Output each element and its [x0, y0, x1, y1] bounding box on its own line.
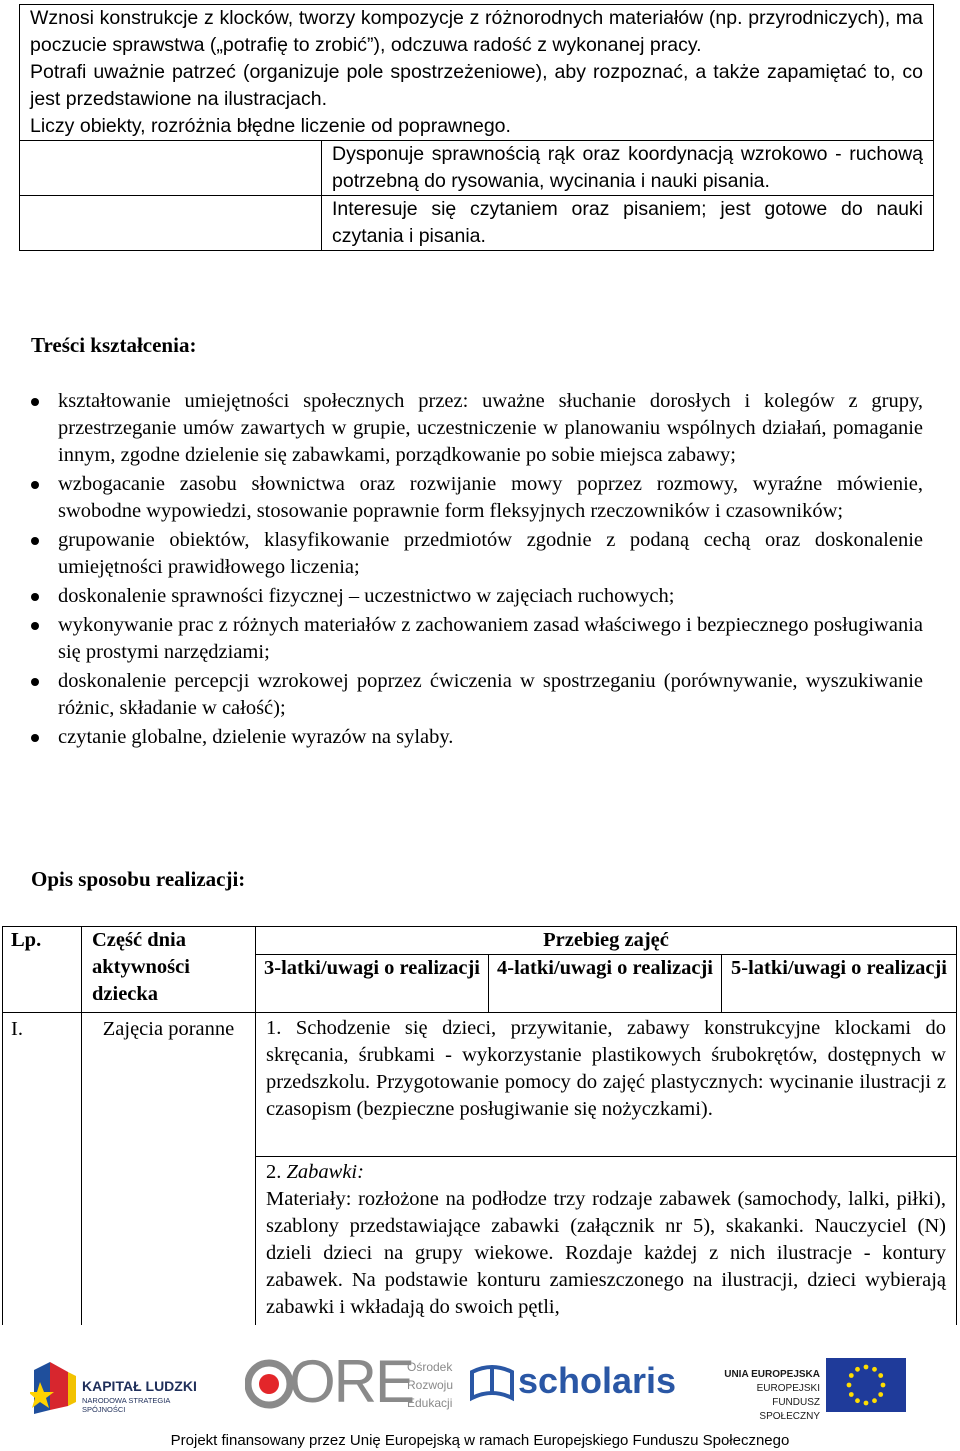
ore-letters: ORE — [289, 1348, 414, 1415]
step-2-number: 2. — [266, 1161, 282, 1183]
kapital-ludzki-emblem-icon — [30, 1358, 78, 1418]
list-item: kształtowanie umiejętności społecznych przez: uważne słuchanie dorosłych i kolegów z grupy, przestrzeganie umów zawartych w grupie, uczestniczenie w planowaniu wspólnych działań, pomaganie innym, zgodne dzielenie się zabawkami, porządkowanie po sobie miejsca zabawy; — [31, 388, 923, 469]
kapital-ludzki-logo — [30, 1358, 205, 1418]
bullet-icon — [31, 678, 39, 686]
competency-text: Interesuje się czytaniem oraz pisaniem; jest gotowe do nauki czytania i pisania. — [332, 198, 923, 247]
col-part-header: Część dnia aktywności dziecka — [82, 927, 256, 1013]
competency-row — [20, 59, 933, 113]
list-item: grupowanie obiektów, klasyfikowanie przedmiotów zgodnie z podaną cechą oraz doskonalenie umiejętności prawidłowego liczenia; — [31, 527, 923, 581]
col-4-latki-header: 4-latki/uwagi o realizacji — [489, 955, 722, 1013]
bullet-icon — [31, 622, 39, 630]
list-item: doskonalenie percepcji wzrokowej poprzez ćwiczenia w spostrzeganiu (porównywanie, wyszukiwanie różnic, składanie w całość); — [31, 668, 923, 722]
row-part: Zajęcia poranne — [82, 1013, 256, 1326]
list-item: doskonalenie sprawności fizycznej – uczestnictwo w zajęciach ruchowych; — [31, 583, 923, 610]
ore-o-icon — [245, 1356, 293, 1412]
scholaris-logo — [468, 1360, 677, 1412]
tresci-heading: Treści kształcenia: — [31, 333, 197, 357]
eu-flag-icon — [826, 1358, 906, 1412]
bullet-icon — [31, 481, 39, 489]
col-3-latki-header: 3-latki/uwagi o realizacji — [256, 955, 489, 1013]
eu-logo — [712, 1358, 912, 1422]
competency-text: Wznosi konstrukcje z klocków, tworzy kompozycje z różnorodnych materiałów (np. przyrodniczych), ma poczucie sprawstwa („potrafię to zrobić”), odczuwa radość z wykonanej pracy. — [30, 7, 923, 56]
competency-row — [20, 195, 933, 250]
competency-text: Dysponuje sprawnością rąk oraz koordynacją wzrokowo - ruchową potrzebną do rysowania, wycinania i nauki pisania. — [332, 143, 923, 192]
opis-heading: Opis sposobu realizacji: — [31, 867, 246, 891]
col-5-latki-header: 5-latki/uwagi o realizacji — [722, 955, 957, 1013]
footer-funding-text: Projekt finansowany przez Unię Europejską w ramach Europejskiego Funduszu Społecznego — [170, 1432, 790, 1449]
empty-cell — [20, 141, 322, 195]
list-item: wzbogacanie zasobu słownictwa oraz rozwijanie mowy poprzez rozmowy, wyraźne mówienie, swobodne wypowiedzi, stosowanie poprawnie form fleksyjnych rzeczowników i czasowników; — [31, 471, 923, 525]
eu-text: UNIA EUROPEJSKA EUROPEJSKI FUNDUSZ SPOŁECZNY — [724, 1369, 820, 1422]
empty-cell — [20, 196, 322, 250]
bullet-icon — [31, 734, 39, 742]
col-lp-header: Lp. — [3, 927, 82, 1013]
competency-text: Potrafi uważnie patrzeć (organizuje pole spostrzeżeniowe), aby rozpoznać, a także zapamiętać to, co jest przedstawione na ilustracjach. — [30, 61, 923, 110]
step-1: 1. Schodzenie się dzieci, przywitanie, zabawy konstrukcyjne klockami do skręcania, śrubkami - wykorzystanie plastikowych śrubokrętów, dostępnych w przedszkolu. Przygotowanie pomocy do zajęć plastycznych: wycinanie ilustracji z czasopism (bezpieczne posługiwanie się nożyczkami). — [256, 1013, 957, 1157]
competencies-table — [19, 4, 934, 251]
scholaris-emblem-icon — [468, 1364, 516, 1406]
ore-text: Ośrodek Rozwoju Edukacji — [407, 1360, 454, 1410]
ore-logo — [245, 1348, 454, 1420]
kapital-ludzki-subtitle: NARODOWA STRATEGIA SPÓJNOŚCI — [82, 1396, 170, 1414]
bullet-icon — [31, 537, 39, 545]
bullet-icon — [31, 593, 39, 601]
col-przebieg-header: Przebieg zajęć — [256, 927, 957, 955]
competency-text: Liczy obiekty, rozróżnia błędne liczenie od poprawnego. — [30, 115, 511, 137]
list-item: wykonywanie prac z różnych materiałów z zachowaniem zasad właściwego i bezpiecznego posługiwania się prostymi narzędziami; — [31, 612, 923, 666]
competency-row — [20, 5, 933, 59]
step-2: 2. Zabawki: Materiały: rozłożone na podłodze trzy rodzaje zabawek (samochody, lalki, piłki), szablony przedstawiające zabawki (załącznik nr 5), skakanki. Nauczyciel (N) dzieli dzieci na grupy wiekowe. Rozdaje każdej z nich ilustracje - kontury zabawek. Na podstawie konturu zamieszczonego na ilustracji, dzieci wybierają zabawki i wkładają do swoich pętli, — [256, 1157, 957, 1326]
competency-row — [20, 113, 933, 140]
kapital-ludzki-title: KAPITAŁ LUDZKI — [82, 1378, 197, 1394]
lesson-plan-table — [2, 926, 957, 1325]
competency-row — [20, 140, 933, 195]
footer-logos — [0, 1350, 960, 1420]
list-item: czytanie globalne, dzielenie wyrazów na sylaby. — [31, 724, 923, 751]
bullet-icon — [31, 398, 39, 406]
step-2-text: Materiały: rozłożone na podłodze trzy rodzaje zabawek (samochody, lalki, piłki), szablony przedstawiające zabawki (załącznik nr 5), skakanki. Nauczyciel (N) dzieli dzieci na grupy wiekowe. Rozdaje każdej z nich ilustracje - kontury zabawek. Na podstawie konturu zamieszczonego na ilustracji, dzieci wybierają zabawki i wkładają do swoich pętli, — [266, 1188, 946, 1318]
tresci-list — [31, 388, 923, 753]
step-2-title: Zabawki — [286, 1161, 358, 1183]
row-lp: I. — [3, 1013, 82, 1326]
scholaris-wordmark: scholaris — [518, 1360, 677, 1401]
